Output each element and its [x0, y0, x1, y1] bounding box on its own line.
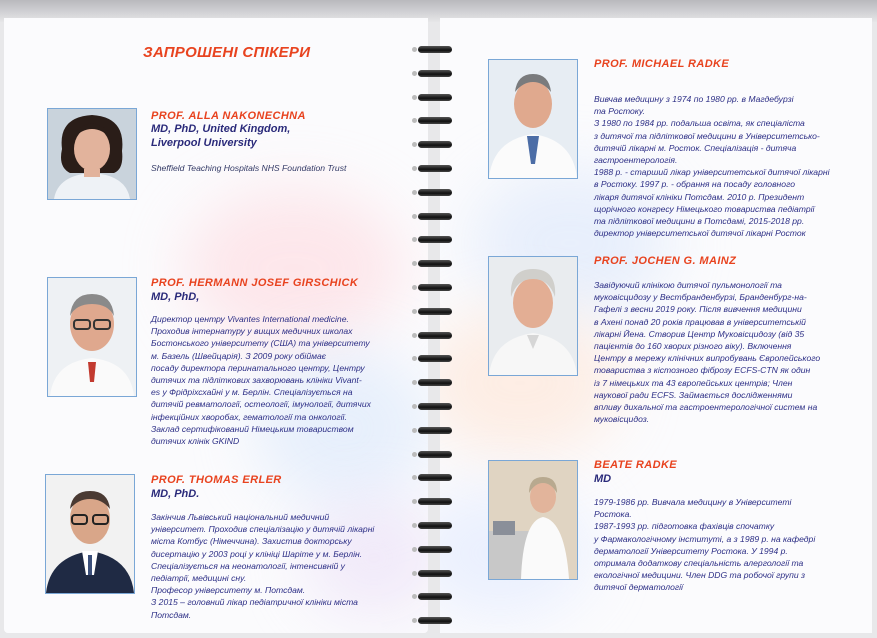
- punch-hole: [412, 190, 417, 195]
- punch-hole: [412, 309, 417, 314]
- spiral-coil: [418, 451, 452, 458]
- spiral-binding: [412, 38, 460, 638]
- portrait-man-glasses-icon: [47, 277, 137, 397]
- spiral-coil: [418, 617, 452, 624]
- spiral-coil: [418, 427, 452, 434]
- spiral-coil: [418, 165, 452, 172]
- speaker-bio: Вивчав медицину з 1974 по 1980 рр. в Магдебурзі та Ростоку. З 1980 по 1984 рр. подальша освіта, як спеціаліста з дитячої та підліткової медицини в Університетсько- дитячій лікарні м. Росток. Спеціалізація - дитяча гастроентерологія. 1988 р. - старший лікар університетської дитячої лікарні в Ростоку. 1997 р. - обрання на посаду головного лікаря дитячої клініки Потсдам. 2010 р. Президент щорічного конгресу Німецького товариства педіатрії та підліткової медицини в Потсдамі, 2015-2018 рр. директор університетської дитячої лікарні Росток: [594, 94, 830, 239]
- speaker-degrees: MD, PhD,: [151, 291, 200, 303]
- speaker-bio: Завідуючий клінікою дитячої пульмонології та муковісцидозу у Вестбранденбурзі, Бранденбург-на- Гафелі з весни 2019 року. Після вивчення медицини в Ахені понад 20 років працював в університетській лікарні Йена. Створив Центр Муковісцидозу (від 35 пацієнтів до 160 хворих різного віку). Включення Центру в мережу клінічних випробувань Європейського товариства з кістозного фіброзу ECFS-CTN як один із 7 німецьких та 43 європейських центрів; Член наукової ради ECFS. Займається дослідженнями впливу дихальної та гастроентерологічної систем на муковісцидоз.: [594, 280, 821, 425]
- spiral-coil: [418, 570, 452, 577]
- portrait-woman-dark-hair-icon: [47, 108, 137, 200]
- speaker-name: PROF. ALLA NAKONECHNA: [151, 110, 306, 122]
- speaker-degrees: MD, PhD, United Kingdom, Liverpool University: [151, 123, 291, 149]
- spiral-coil: [418, 189, 452, 196]
- speaker-name: PROF. THOMAS ERLER: [151, 474, 282, 486]
- punch-hole: [412, 594, 417, 599]
- punch-hole: [412, 380, 417, 385]
- portrait-woman-lab-icon: [488, 460, 578, 580]
- spiral-coil: [418, 117, 452, 124]
- speaker-name: PROF. JOCHEN G. MAINZ: [594, 255, 737, 267]
- punch-hole: [412, 404, 417, 409]
- punch-hole: [412, 237, 417, 242]
- spiral-coil: [418, 141, 452, 148]
- punch-hole: [412, 499, 417, 504]
- spiral-coil: [418, 284, 452, 291]
- punch-hole: [412, 428, 417, 433]
- punch-hole: [412, 71, 417, 76]
- speaker-degrees: MD: [594, 473, 612, 485]
- spiral-coil: [418, 522, 452, 529]
- punch-hole: [412, 523, 417, 528]
- portrait-man-grey-hair-icon: [488, 256, 578, 376]
- portrait-man-white-coat-icon: [488, 59, 578, 179]
- punch-hole: [412, 356, 417, 361]
- spiral-coil: [418, 332, 452, 339]
- section-title: ЗАПРОШЕНІ СПІКЕРИ: [143, 44, 311, 61]
- punch-hole: [412, 47, 417, 52]
- punch-hole: [412, 118, 417, 123]
- spiral-coil: [418, 70, 452, 77]
- spiral-coil: [418, 379, 452, 386]
- spiral-coil: [418, 213, 452, 220]
- speaker-bio: 1979-1986 рр. Вивчала медицину в Університеті Ростока. 1987-1993 рр. підготовка фахівців спочатку у Фармакологічному інституті, а з 1989 р. на кафедрі дерматології Університету Ростока. У 1994 р. отримала додаткову спеціальність алергології та екологічної медицини. Член DDG та робочої групи з дитячої дерматології: [594, 497, 816, 593]
- punch-hole: [412, 571, 417, 576]
- punch-hole: [412, 214, 417, 219]
- punch-hole: [412, 142, 417, 147]
- spiral-coil: [418, 94, 452, 101]
- punch-hole: [412, 261, 417, 266]
- spiral-coil: [418, 260, 452, 267]
- punch-hole: [412, 285, 417, 290]
- spiral-coil: [418, 46, 452, 53]
- speaker-name: BEATE RADKE: [594, 459, 678, 471]
- punch-hole: [412, 95, 417, 100]
- spiral-coil: [418, 355, 452, 362]
- speaker-degrees: MD, PhD.: [151, 488, 200, 500]
- speaker-name: PROF. MICHAEL RADKE: [594, 58, 730, 70]
- spiral-coil: [418, 308, 452, 315]
- speaker-bio: Закінчив Львівський національний медичний університет. Проходив спеціалізацію у дитячій лікарні міста Котбус (Німеччина). Захистив докторську дисертацію у 2003 році у клініці Шаріте у м. Берлін. Спеціалізується на неонатології, інтенсивній у педіатрії, медицині сну. Професор університету м. Потсдам. З 2015 – головний лікар педіатричної клініки міста Потсдам.: [151, 512, 375, 620]
- speaker-name: PROF. HERMANN JOSEF GIRSCHICK: [151, 277, 359, 289]
- speaker-bio: Директор центру Vivantes International medicine. Проходив інтернатуру у вищих медичних школах Бостонського університету (США) та університету м. Базель (Швейцарія). З 2009 року обіймає посаду директора перинатального центру, Центру дитячих та підліткових захворювань клініки Vivant- es у Фрідріхсхайні у м. Берлін. Спеціалізується на дитячій ревматології, остеології, імунології, дитячих інфекційних хворобах, гематології та онкології. Заклад сертифікований Німецьким товариством дитячих клінік GKIND: [151, 314, 371, 447]
- spiral-coil: [418, 593, 452, 600]
- punch-hole: [412, 547, 417, 552]
- speaker-bio: Sheffield Teaching Hospitals NHS Foundation Trust: [151, 163, 347, 173]
- punch-hole: [412, 333, 417, 338]
- spiral-coil: [418, 498, 452, 505]
- punch-hole: [412, 166, 417, 171]
- punch-hole: [412, 618, 417, 623]
- spiral-coil: [418, 403, 452, 410]
- punch-hole: [412, 475, 417, 480]
- spiral-coil: [418, 236, 452, 243]
- portrait-man-suit-icon: [45, 474, 135, 594]
- punch-hole: [412, 452, 417, 457]
- spiral-coil: [418, 474, 452, 481]
- spiral-coil: [418, 546, 452, 553]
